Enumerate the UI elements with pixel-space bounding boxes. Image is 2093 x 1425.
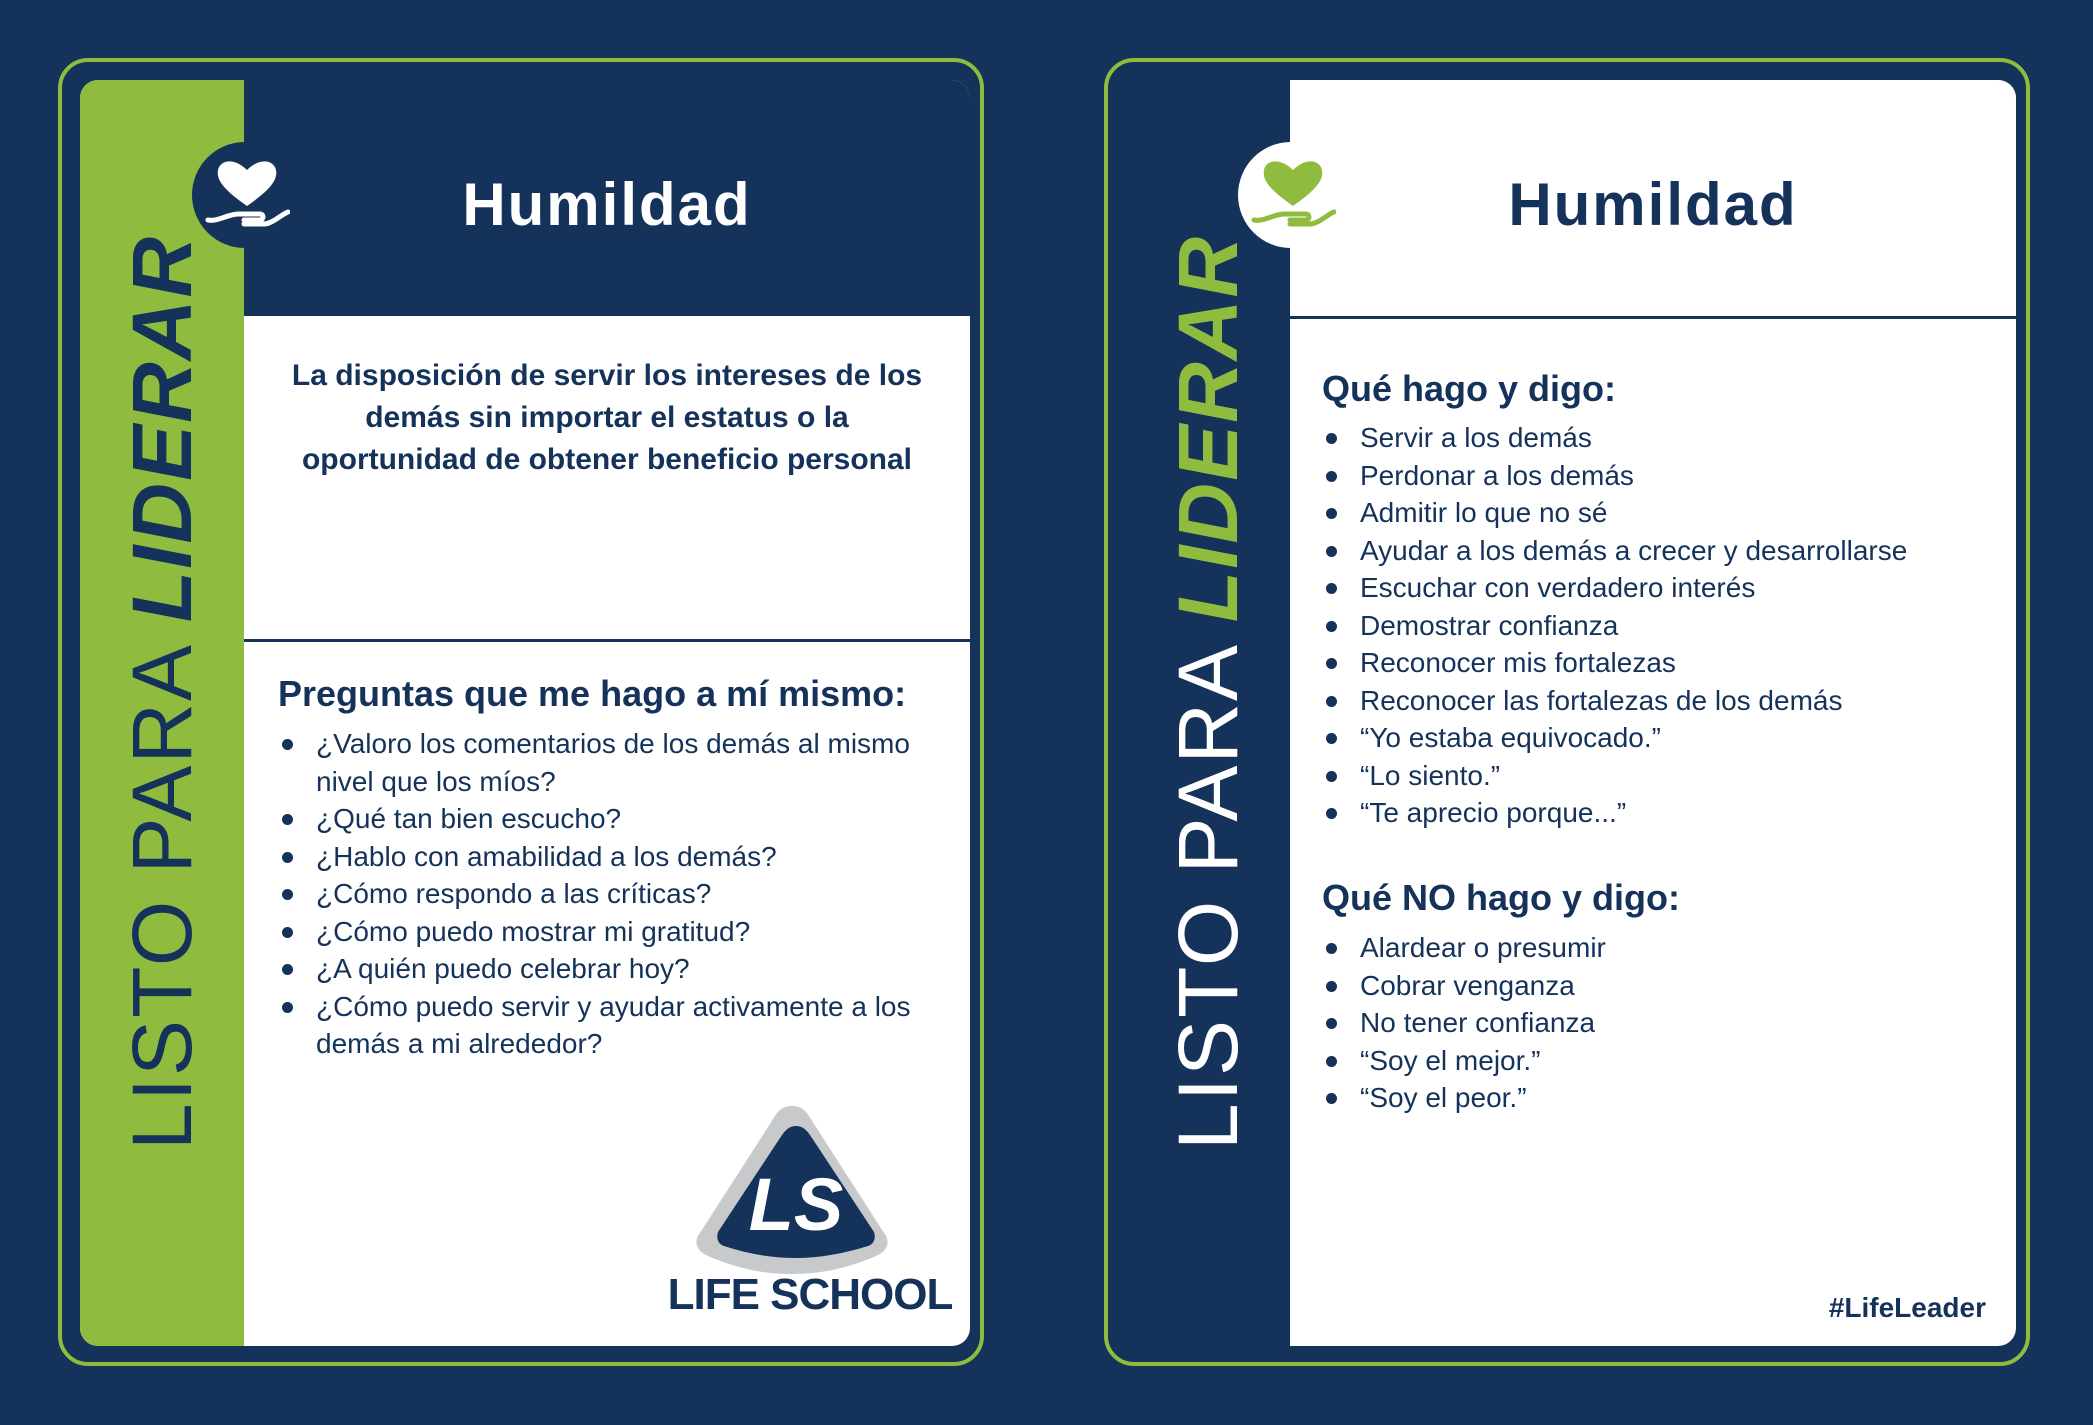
band-title-light: LISTO PARA: [115, 622, 209, 1150]
list-item: ¿Cómo puedo servir y ayudar activamente a los demás a mi alrededor?: [278, 988, 938, 1063]
list-item: ¿A quién puedo celebrar hoy?: [278, 950, 938, 988]
definition-text: La disposición de servir los intereses de los demás sin importar el estatus o la oportunidad de obtener beneficio personal: [291, 359, 923, 476]
dont-list: [1322, 929, 1982, 1117]
band-title-bold: LIDERAR: [115, 234, 209, 623]
band-title: [115, 234, 209, 1150]
list-item: Reconocer las fortalezas de los demás: [1322, 682, 1982, 720]
list-item: Reconocer mis fortalezas: [1322, 644, 1982, 682]
list-item: “Soy el mejor.”: [1322, 1042, 1982, 1080]
logo-text: LIFE SCHOOL: [667, 1270, 953, 1319]
dont-heading: Qué NO hago y digo:: [1322, 877, 1680, 918]
list-item: Servir a los demás: [1322, 419, 1982, 457]
section-divider: [244, 639, 970, 642]
list-item: Demostrar confianza: [1322, 607, 1982, 645]
card-header: [244, 80, 970, 316]
vertical-band: [80, 80, 244, 1346]
list-item: Escuchar con verdadero interés: [1322, 569, 1982, 607]
band-title-bold: LIDERAR: [1161, 234, 1255, 623]
card-back: [1126, 80, 2016, 1346]
heart-hand-icon: [192, 142, 298, 248]
card-title: Humildad: [462, 171, 752, 238]
card-header: [1290, 80, 2016, 316]
list-item: ¿Valoro los comentarios de los demás al mismo nivel que los míos?: [278, 725, 938, 800]
band-title-light: LISTO PARA: [1161, 622, 1255, 1150]
list-item: ¿Cómo puedo mostrar mi gratitud?: [278, 913, 938, 951]
list-item: ¿Cómo respondo a las críticas?: [278, 875, 938, 913]
vertical-band: [1126, 80, 1290, 1346]
header-divider: [1290, 316, 2016, 319]
questions-list: [278, 725, 938, 1063]
list-item: Cobrar venganza: [1322, 967, 1982, 1005]
logo-monogram: LS: [748, 1163, 844, 1246]
list-item: “Soy el peor.”: [1322, 1079, 1982, 1117]
do-heading: Qué hago y digo:: [1322, 368, 1616, 409]
list-item: ¿Qué tan bien escucho?: [278, 800, 938, 838]
hashtag: #LifeLeader: [1828, 1292, 1986, 1323]
list-item: “Te aprecio porque...”: [1322, 794, 1982, 832]
list-item: No tener confianza: [1322, 1004, 1982, 1042]
do-list: [1322, 419, 1982, 832]
life-school-shield-icon: [692, 1102, 892, 1278]
questions-heading: Preguntas que me hago a mí mismo:: [278, 673, 907, 714]
list-item: “Lo siento.”: [1322, 757, 1982, 795]
list-item: Perdonar a los demás: [1322, 457, 1982, 495]
list-item: Ayudar a los demás a crecer y desarrollarse: [1322, 532, 1982, 570]
list-item: Admitir lo que no sé: [1322, 494, 1982, 532]
list-item: ¿Hablo con amabilidad a los demás?: [278, 838, 938, 876]
card-front: [80, 80, 970, 1346]
card-title: Humildad: [1508, 171, 1798, 238]
heart-hand-icon: [1238, 142, 1344, 248]
list-item: Alardear o presumir: [1322, 929, 1982, 967]
band-title: [1161, 234, 1255, 1150]
list-item: “Yo estaba equivocado.”: [1322, 719, 1982, 757]
